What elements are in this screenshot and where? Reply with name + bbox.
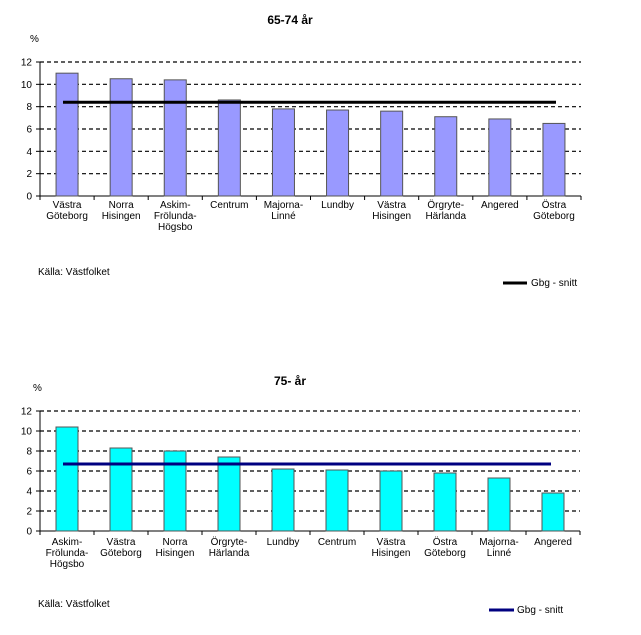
- x-tick-label: Angered: [534, 537, 572, 548]
- y-tick-label: 4: [26, 146, 32, 158]
- chart-75-plus: [21, 374, 580, 616]
- bar: [489, 119, 511, 196]
- x-tick-label: Västra Göteborg: [46, 200, 88, 222]
- x-tick-label: Centrum: [317, 537, 357, 548]
- y-tick-label: 10: [20, 79, 32, 91]
- bar: [434, 473, 456, 531]
- x-tick-label: Norra Hisingen: [101, 200, 141, 222]
- x-tick-label: Örgryte-Härlanda: [208, 537, 250, 559]
- chart-title: 75- år: [273, 374, 307, 388]
- y-axis-label: %: [33, 383, 42, 394]
- x-tick-label: Centrum: [210, 200, 249, 211]
- x-tick-label: Örgryte-Härlanda: [425, 200, 467, 222]
- y-tick-label: 8: [26, 446, 32, 458]
- chart-65-74: [21, 13, 581, 289]
- bar: [272, 109, 294, 196]
- y-tick-label: 6: [26, 466, 32, 478]
- y-tick-label: 2: [26, 506, 32, 518]
- x-tick-label: Västra Hisingen: [371, 537, 411, 559]
- source-note: Källa: Västfolket: [38, 267, 110, 278]
- bar: [488, 478, 510, 531]
- x-tick-label: Östra Göteborg: [533, 200, 575, 222]
- x-tick-label: Askim-Frölunda-Högsbo: [153, 200, 197, 233]
- x-tick-label: Västra Hisingen: [372, 200, 412, 222]
- y-tick-label: 0: [26, 526, 32, 538]
- bar: [218, 457, 240, 531]
- chart-title: 65-74 år: [267, 13, 313, 27]
- bar: [272, 469, 294, 531]
- y-tick-label: 12: [20, 57, 32, 69]
- source-note: Källa: Västfolket: [38, 599, 110, 610]
- x-tick-label: Majorna-Linné: [479, 537, 519, 559]
- legend-label: Gbg - snitt: [531, 278, 578, 289]
- y-axis-label: %: [30, 34, 39, 45]
- x-tick-label: Västra Göteborg: [100, 537, 142, 559]
- bar: [164, 80, 186, 196]
- bar: [327, 110, 349, 196]
- bar: [56, 427, 78, 531]
- bar: [543, 123, 565, 196]
- y-tick-label: 12: [20, 406, 32, 418]
- x-tick-label: Östra Göteborg: [424, 537, 466, 559]
- bar: [56, 73, 78, 196]
- legend-label: Gbg - snitt: [517, 605, 564, 616]
- y-tick-label: 4: [26, 486, 32, 498]
- y-tick-label: 10: [20, 426, 32, 438]
- bar: [435, 117, 457, 196]
- x-tick-label: Angered: [480, 200, 519, 211]
- bar: [110, 79, 132, 196]
- bar: [218, 100, 240, 196]
- y-tick-label: 2: [26, 169, 32, 181]
- bar: [381, 111, 403, 196]
- bar: [326, 470, 348, 531]
- x-tick-label: Askim-Frölunda-Högsbo: [45, 537, 89, 570]
- x-tick-label: Lundby: [266, 537, 300, 548]
- y-tick-label: 0: [26, 191, 32, 203]
- x-tick-label: Majorna-Linné: [263, 200, 304, 222]
- y-tick-label: 6: [26, 124, 32, 136]
- x-tick-label: Lundby: [321, 200, 354, 211]
- bar: [110, 448, 132, 531]
- bar: [380, 471, 402, 531]
- x-tick-label: Norra Hisingen: [155, 537, 195, 559]
- y-tick-label: 8: [26, 102, 32, 114]
- bar: [542, 493, 564, 531]
